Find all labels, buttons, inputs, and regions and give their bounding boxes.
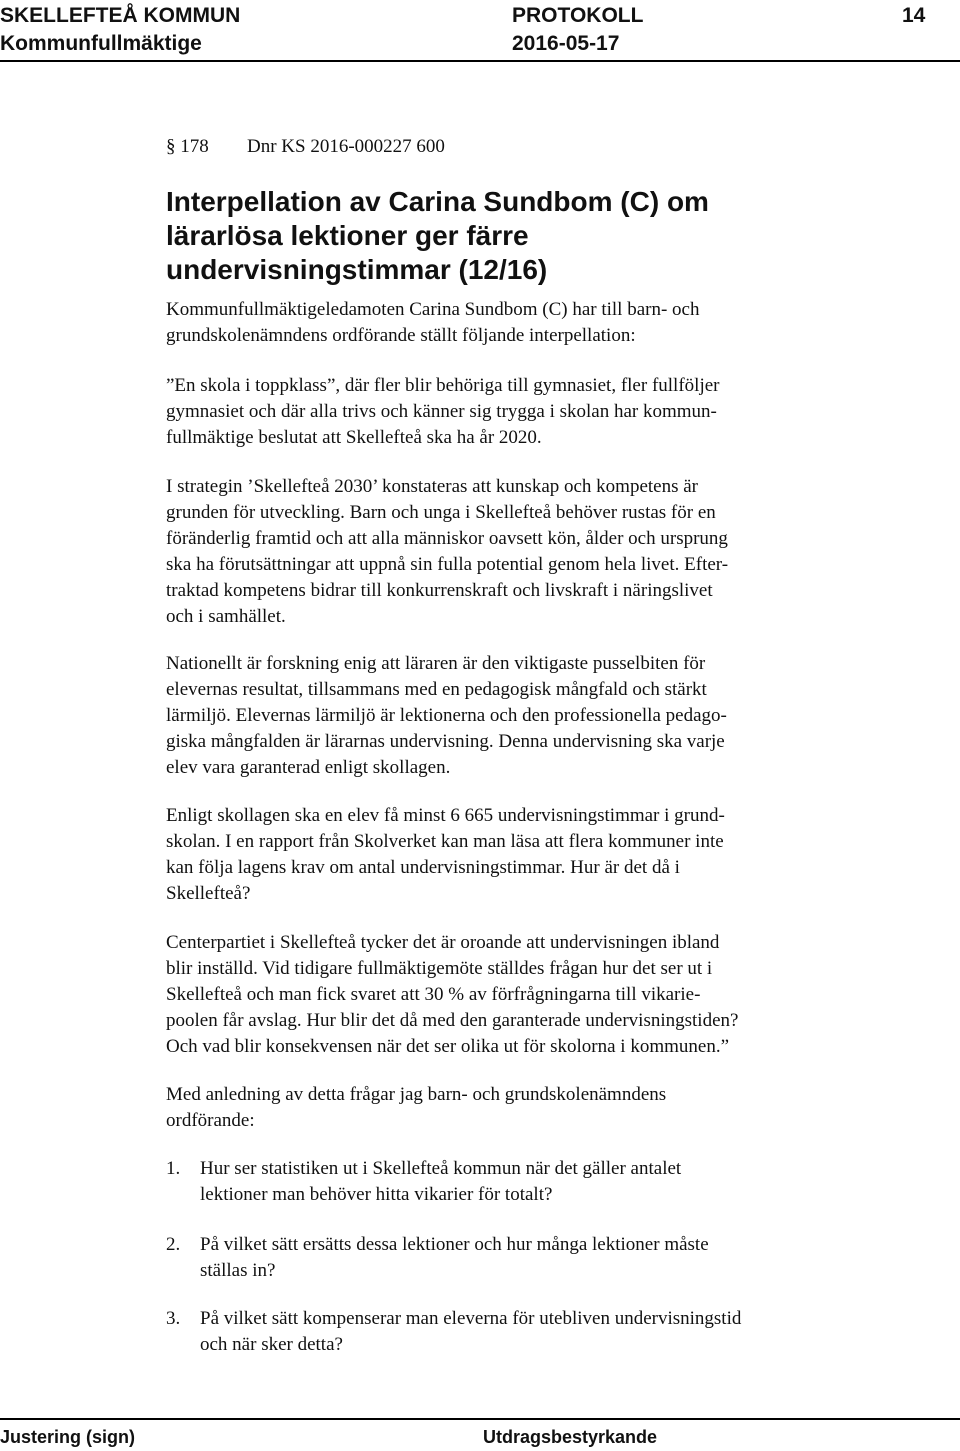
question-number: 1. — [166, 1158, 181, 1179]
text-line: elevernas resultat, tillsammans med en pedagogisk mångfald och stärkt — [166, 679, 707, 700]
text-line: och i samhället. — [166, 606, 286, 627]
header-org: SKELLEFTEÅ KOMMUN — [0, 4, 241, 27]
text-line: På vilket sätt kompenserar man eleverna för utebliven undervisningstid — [200, 1308, 742, 1329]
paragraph-research — [166, 651, 856, 781]
text-line: ordförande: — [166, 1110, 255, 1131]
item-title — [166, 185, 709, 287]
text-line: poolen får avslag. Hur blir det då med den garanterade undervisningstiden? — [166, 1010, 739, 1031]
text-line: ”En skola i toppklass”, där fler blir behöriga till gymnasiet, fler fullföljer — [166, 375, 720, 396]
text-line: blir inställd. Vid tidigare fullmäktigemöte ställdes frågan hur det ser ut i — [166, 958, 713, 979]
title-line: Interpellation av Carina Sundbom (C) om — [166, 186, 709, 217]
text-line: giska mångfalden är lärarnas undervisning. Denna undervisning ska varje — [166, 731, 725, 752]
question-number: 3. — [166, 1308, 181, 1329]
text-line: Centerpartiet i Skellefteå tycker det är oroande att undervisningen ibland — [166, 932, 720, 953]
text-line: lektioner man behöver hitta vikarier för totalt? — [200, 1184, 553, 1205]
question-text — [200, 1306, 860, 1358]
text-line: gymnasiet och där alla trivs och känner sig trygga i skolan har kommun- — [166, 401, 717, 422]
text-line: grundskolenämndens ordförande ställt följande interpellation: — [166, 325, 636, 346]
text-line: Skellefteå? — [166, 883, 251, 904]
paragraph-school-law — [166, 803, 856, 907]
text-line: och när sker detta? — [200, 1334, 343, 1355]
text-line: Skellefteå och man fick svaret att 30 % av förfrågningarna till vikarie- — [166, 984, 701, 1005]
text-line: skolan. I en rapport från Skolverket kan man läsa att flera kommuner inte — [166, 831, 724, 852]
footer-divider — [0, 1418, 960, 1420]
header-divider — [0, 60, 960, 62]
header-body-name: Kommunfullmäktige — [0, 32, 202, 55]
text-line: Hur ser statistiken ut i Skellefteå kommun när det gäller antalet — [200, 1158, 682, 1179]
header-doc-type: PROTOKOLL — [512, 4, 644, 27]
text-line: I strategin ’Skellefteå 2030’ konstateras att kunskap och kompetens är — [166, 476, 699, 497]
text-line: föränderlig framtid och att alla människor oavsett kön, ålder och ursprung — [166, 528, 728, 549]
question-number: 2. — [166, 1234, 181, 1255]
text-line: Med anledning av detta frågar jag barn- och grundskolenämndens — [166, 1084, 667, 1105]
text-line: Kommunfullmäktigeledamoten Carina Sundbom (C) har till barn- och — [166, 299, 700, 320]
case-reference: Dnr KS 2016-000227 600 — [247, 136, 445, 157]
text-line: ställas in? — [200, 1260, 276, 1281]
text-line: På vilket sätt ersätts dessa lektioner och hur många lektioner måste — [200, 1234, 709, 1255]
text-line: Nationellt är forskning enig att läraren är den viktigaste pusselbiten för — [166, 653, 706, 674]
question-text — [200, 1232, 860, 1284]
paragraph-quote-start — [166, 373, 856, 451]
paragraph-intro — [166, 297, 856, 349]
paragraph-centre-party — [166, 930, 856, 1060]
header-date: 2016-05-17 — [512, 32, 620, 55]
paragraph-question-intro — [166, 1082, 856, 1134]
text-line: elev vara garanterad enligt skollagen. — [166, 757, 451, 778]
paragraph-strategy — [166, 474, 856, 630]
text-line: traktad kompetens bidrar till konkurrenskraft och livskraft i näringslivet — [166, 580, 713, 601]
footer-sign-label: Justering (sign) — [0, 1427, 136, 1447]
footer-extract-label: Utdragsbestyrkande — [483, 1427, 658, 1447]
header-page-number: 14 — [902, 4, 926, 27]
text-line: lärmiljö. Elevernas lärmiljö är lektionerna och den professionella pedago- — [166, 705, 727, 726]
text-line: Och vad blir konsekvensen när det ser olika ut för skolorna i kommunen.” — [166, 1036, 729, 1057]
title-line: lärarlösa lektioner ger färre — [166, 220, 529, 251]
section-number: § 178 — [166, 136, 209, 157]
text-line: fullmäktige beslutat att Skellefteå ska ha år 2020. — [166, 427, 542, 448]
text-line: grunden för utveckling. Barn och unga i Skellefteå behöver rustas för en — [166, 502, 716, 523]
question-text — [200, 1156, 860, 1208]
text-line: Enligt skollagen ska en elev få minst 6 665 undervisningstimmar i grund- — [166, 805, 725, 826]
text-line: kan följa lagens krav om antal undervisningstimmar. Hur är det då i — [166, 857, 680, 878]
title-line: undervisningstimmar (12/16) — [166, 254, 548, 285]
text-line: ska ha förutsättningar att uppnå sin fulla potential genom hela livet. Efter- — [166, 554, 729, 575]
